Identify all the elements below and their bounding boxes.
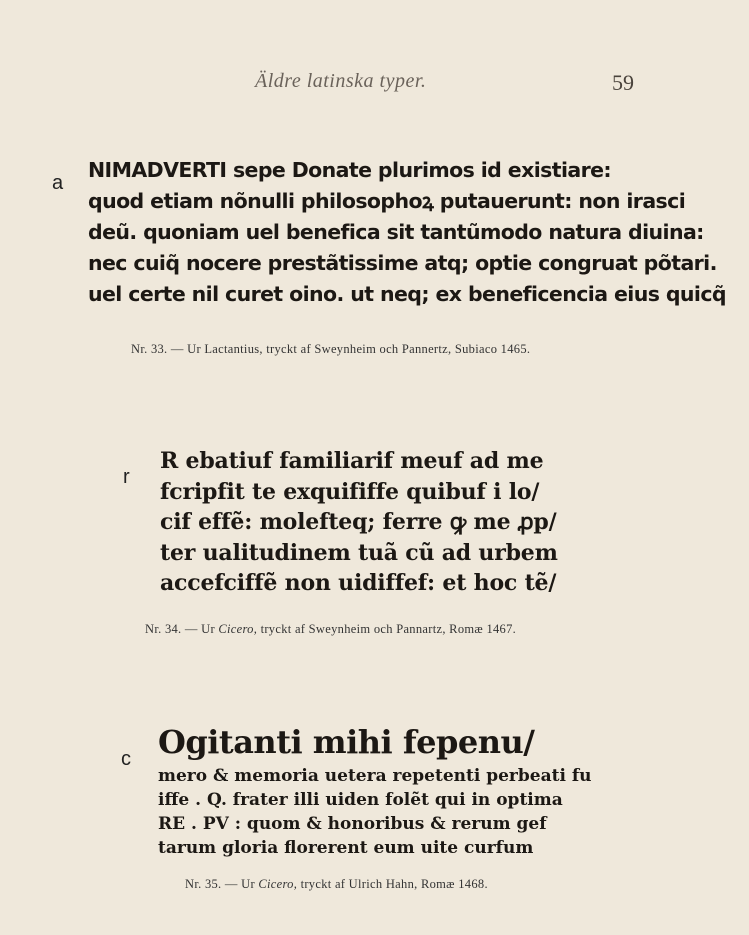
specimen-text-35 — [158, 720, 592, 860]
caption-title: Cicero, — [258, 877, 298, 891]
specimen-line: NIMADVERTI sepe Donate plurimos id existiare: — [88, 158, 612, 182]
caption-33 — [131, 342, 530, 357]
specimen-line: tarum gloria florerent eum uite curfum — [158, 838, 534, 858]
caption-text: Nr. 33. — Ur Lactantius, tryckt af Sweynheim och Pannertz, Subiaco 1465. — [131, 342, 531, 356]
caption-text: tryckt af Ulrich Hahn, Romæ 1468. — [297, 877, 488, 891]
caption-34 — [145, 622, 516, 637]
specimen-line: iffe . Q. frater illi uiden folẽt qui in optima — [158, 790, 563, 810]
specimen-line: fcripfit te exquififfe quibuf i lo/ — [160, 478, 540, 505]
specimen-line: uel certe nil curet oino. ut neq; ex beneficencia eius quicq̃ — [88, 282, 726, 306]
page-number: 59 — [612, 70, 634, 95]
caption-text: Nr. 34. — Ur — [145, 622, 219, 636]
initial-guide-letter: a — [52, 172, 64, 194]
caption-text: tryckt af Sweynheim och Pannartz, Romæ 1467. — [257, 622, 517, 636]
caption-title: Cicero, — [218, 622, 258, 636]
specimen-text-33 — [88, 155, 726, 310]
specimen-line: RE . PV : quom & honoribus & rerum gef — [158, 814, 547, 834]
specimen-line: R ebatiuf familiarif meuf ad me — [160, 448, 544, 474]
specimen-line: quod etiam nõnulli philosophoꝝ putauerunt: non irasci — [88, 189, 686, 213]
specimen-line: nec cuiq̃ nocere prestãtissime atq; optie congruat põtari. — [88, 251, 717, 275]
caption-35 — [185, 877, 488, 892]
specimen-line: accefciffẽ non uidiffef: et hoc tẽ/ — [160, 570, 557, 596]
initial-guide-letter: r — [123, 466, 130, 488]
specimen-line: ter ualitudinem tuã cũ ad urbem — [160, 539, 558, 566]
specimen-line: cif effẽ: molefteq; ferre ꝙ me ꝓp/ — [160, 509, 557, 535]
running-title: Äldre latinska typer. — [255, 70, 427, 92]
specimen-line: mero & memoria uetera repetenti perbeati fu — [158, 766, 592, 786]
specimen-line: deũ. quoniam uel benefica sit tantũmodo natura diuina: — [88, 220, 704, 244]
specimen-line: Ogitanti mihi fepenu/ — [158, 723, 535, 761]
specimen-text-34 — [160, 446, 558, 599]
initial-guide-letter: c — [121, 748, 131, 770]
caption-text: Nr. 35. — Ur — [185, 877, 259, 891]
